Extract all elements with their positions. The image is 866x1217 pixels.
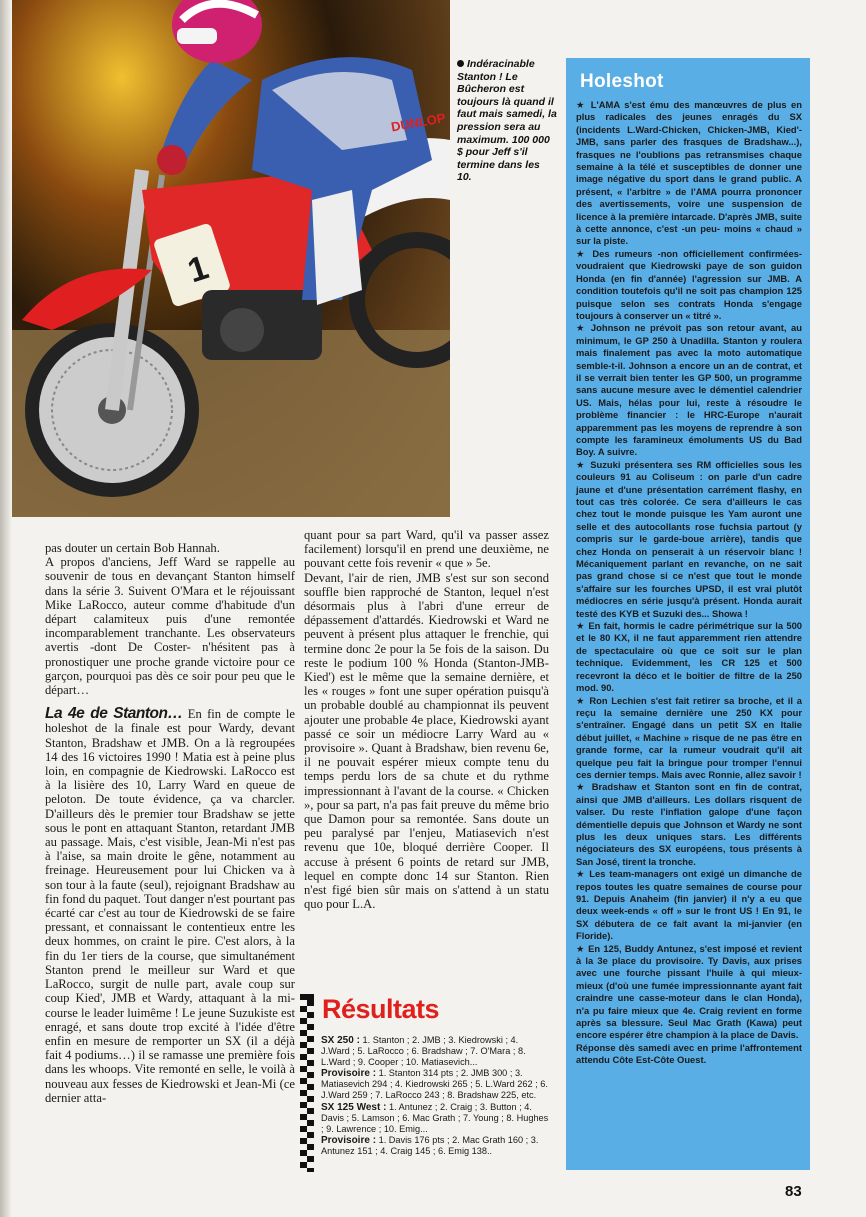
holeshot-item: ★ Des rumeurs -non officiellement confirmées- voudraient que Kiedrowski paye de son guidon Honda (en fin d'année) l'agression sur JMB. A condition toutefois qu'il ne soit pas champion 125 puisque selon ses contrats Honda s'engage toujours à conserver un « titré ». <box>576 247 802 321</box>
col1-paragraph-3-text: En fin de compte le holeshot de la finale est pour Wardy, devant Stanton, Bradshaw et JMB. On a là regroupées 14 des 16 victoires 1990 ! Matia est à peine plus loin, en compagnie de Kiedrowski. LaRocco est à la lisière des 10, Larry Ward en queue de peloton. De toute évidence, ça va charcler. D'ailleurs dès le premier tour Bradshaw se jette sous le pont en attaquant Stanton, retardant JMB au passage. Mais, c'est visible, Jean-Mi n'est pas à l'aise, sa main droite le gêne, notamment au freinage. Heureusement pour lui Chicken va à son tour à la faute (seul), rejoignant Bradshaw au fin fond du paquet. Tout danger n'est pourtant pas écarté car c'est au tour de Kiedrowski de se faire pressant, et connaissant le contentieux entre les deux hommes, on craint le pire. C'est alors, à la fin du 1er tiers de la course, que simultanément Stanton prend le meilleur sur Ward et que LaRocco, surgit de nulle part, avale coup sur coup Kied', JMB et Wardy, attaquant à la mi-course le leader luimême ! Le jeune Suzukiste est enragé, et sans doute trop excité à l'idée d'être enfin en mesure de remporter un SX (il a déjà fait 4 podiums…) il se ramasse une première fois dans les whoops. Vite remonté en selle, le voilà à nouveau aux fesses de Kiedrowski et Jean-Mi (ce dernier atta- <box>45 707 296 1105</box>
holeshot-item: ★ Johnson ne prévoit pas son retour avant, au minimum, le GP 250 à Unadilla. Stanton y roulera mais finalement pas avec la moto automatique semble-t-il. Johnson a encore un an de contrat, et il se verrait bien tenter les GP 500, un programme sans aucune mesure avec le démentiel calendrier US. Mais, hélas pour lui, reste à résoudre le problème financier : le HRC-Europe n'aurait apparemment pas les moyens de reprendre à son compte les faramineux émoluments US du Bad Boy. A suivre. <box>576 322 802 458</box>
col2-paragraph-2: Devant, l'air de rien, JMB s'est sur son second souffle bien rapproché de Stanton, lequel n'est désormais plus à l'abri d'une erreur de dépassement d'attardés. Kiedrowski et Ward ne peuvent à présent plus attaquer le frenchie, qui termine donc 2e pour la 5e fois de la saison. Du reste le podium 100 % Honda (Stanton-JMB-Kied') est le même que la semaine dernière, et les « rouges » font une super opération puisqu'à un probable doublé au championnat ils peuvent ajouter une probable 4e place, Kiedrowski ayant passé ce soir un médiocre Larry Ward au « provisoire ». Quant à Bradshaw, bien revenu 6e, il ne pouvait espérer mieux compte tenu du temps perdu lors de sa chute et du rythme impressionnant à l'avant de la course. « Chicken », pour sa part, n'a pas fait preuve du même brio que Damon pour sa remontée. Sans doute un peu paralysé par l'enjeu, Matiasevich n'est revenu que 10e, bloqué derrière Cooper. Il accuse à présent 6 points de retard sur JMB, lequel en compte donc 14 sur Stanton. Rien n'est figé bien sûr mais on s'attend à un statu quo pour L.A. <box>304 570 549 912</box>
holeshot-item: ★ Ron Lechien s'est fait retirer sa broche, et il a reçu la semaine dernière une 250 KX pour s'entraîner. Engagé dans un petit SX en Italie début juillet, « Machine » risque de ne pas être en grande forme, car la rumeur voudrait qu'il ait quelque peu fait la bringue pour tromper l'ennui ces dernier temps. Mais avec Ronnie, allez savoir ! <box>576 694 802 780</box>
holeshot-item: Réponse dès samedi avec en prime l'affrontement attendu Côte Est-Côte Ouest. <box>576 1041 802 1066</box>
holeshot-body <box>576 99 802 1067</box>
article-column-1 <box>45 541 295 1105</box>
col1-paragraph-2: A propos d'anciens, Jeff Ward se rappelle au souvenir de tous en devançant Stanton himself dans la série 3. Suivent O'Mara et le réjouissant Mike LaRocco, auteur comme d'habitude d'un départ calamiteux puis d'une remontée incomparablement tranchante. Les observateurs avertis -dont De Coster- n'hésitent pas à pronostiquer une proche grande victoire pour ce garçon, pourquoi pas dès ce soir pour peu que le départ… <box>45 555 295 698</box>
results-body <box>321 1035 549 1157</box>
photo-caption <box>457 58 557 184</box>
holeshot-item: ★ Suzuki présentera ses RM officielles sous les couleurs 91 au Coliseum : on parle d'un cadre jaune et d'une présentation carrément flashy, en tout cas très colorée. Ce sera d'ailleurs le cas chez tout le monde puisque les Yam auront une selle et des autocollants rose fuchsia partout (y compris sur le garde-boue arrière), tandis que chez Honda on penserait à un réservoir blanc ! Mécaniquement parlant en revanche, on ne sait pas grand chose si ce n'est que tout le monde s'affaire sur les fourches UPSD, il est vrai plutôt médiocres en série jusqu'à présent. Honda aurait testé des KYB et Suzuki des... Showa ! <box>576 458 802 619</box>
page-number: 83 <box>785 1183 802 1200</box>
sx125-label: SX 125 West : <box>321 1101 387 1113</box>
sx125-results: 1. Antunez ; 2. Craig ; 3. Button ; 4. Davis ; 5. Lamson ; 6. Mac Grath ; 7. Young ; 8. Hughes ; 9. Lawrence ; 10. Emig... <box>321 1101 549 1134</box>
subheading: La 4e de Stanton… <box>45 705 183 723</box>
photo-caption-text: Indéracinable Stanton ! Le Bûcheron est toujours là quand il faut mais samedi, la pression sera au maximum. 100 000 $ pour Jeff s'il termine dans les 10. <box>457 58 557 184</box>
col1-paragraph-3 <box>45 707 295 1105</box>
provisional-250-standings: 1. Stanton 314 pts ; 2. JMB 300 ; 3. Matiasevich 294 ; 4. Kiedrowski 265 ; 5. L.Ward 262 ; 6. J.Ward 259 ; 7. LaRocco 243 ; 8. Bradshaw 225, etc. <box>321 1068 548 1101</box>
holeshot-sidebar <box>566 58 810 1170</box>
sx250-label: SX 250 : <box>321 1035 360 1046</box>
results-box <box>300 994 550 1174</box>
holeshot-item: ★ Les team-managers ont exigé un dimanche de repos toutes les quatre semaines de course pour 91. Depuis Anaheim (fin janvier) il n'y a eu que deux week-ends « off » sur le front US ! En 91, le SX débutera de ce fait avant la mi-janvier (en Floride). <box>576 868 802 942</box>
provisional-125-standings: 1. Davis 176 pts ; 2. Mac Grath 160 ; 3. Antunez 151 ; 4. Craig 145 ; 6. Emig 138.. <box>321 1134 539 1156</box>
bullet-dot-icon <box>457 60 464 67</box>
article-column-2 <box>304 528 549 911</box>
number-plate-text: 1 <box>183 248 213 291</box>
provisional-125-label: Provisoire : <box>321 1134 377 1146</box>
sx250-results: 1. Stanton ; 2. JMB ; 3. Kiedrowski ; 4. J.Ward ; 5. LaRocco ; 6. Bradshaw ; 7. O'Mara ; 8. L.Ward ; 9. Cooper ; 10. Matiasevich... <box>321 1035 526 1068</box>
results-title: Résultats <box>322 994 440 1024</box>
motocross-photo <box>12 0 450 517</box>
checkered-stripe-offset <box>307 1000 314 1172</box>
holeshot-item: ★ L'AMA s'est ému des manœuvres de plus en plus radicales des jeunes enragés du SX (incidents L.Ward-Chicken, Chicken-JMB, Kied'-JMB, sans parler des frasques de Bradshaw...), frasques ne l'oublions pas retransmises chaque semaine à la télé et susceptibles de donner une image négative du sport dans le grand public. A présent, « l'arbitre » de l'AMA pourra prononcer des avertissements, voire une suspension de licence à la première intarcade. D'après JMB, suite à cette annonce, c'est -un peu- moins « chaud » sur la piste. <box>576 99 802 247</box>
holeshot-title: Holeshot <box>580 71 664 92</box>
page-curl-edge <box>0 0 12 1217</box>
holeshot-item: ★ En 125, Buddy Antunez, s'est imposé et revient à la 3e place du provisoire. Ty Davis, aux prises avec une fourche pissant l'huile à qui mieux-mieux (d'où une fumée impressionnante ayant fait craindre une casse-moteur dans le clan Honda), n'a pu faire mieux que 4e. Craig revient en forme après sa blessure. Seul Mac Grath (Kawa) peut encore espérer être champion à la place de Davis. <box>576 942 802 1041</box>
col2-paragraph-1: quant pour sa part Ward, qu'il va passer assez facilement) lorsqu'il en prend une deuxième, ne pouvant cette fois revenir « que » 5e. <box>304 528 549 571</box>
fender-brand-text: DUNLOP <box>389 110 447 135</box>
provisional-250-label: Provisoire : <box>321 1068 377 1080</box>
col1-paragraph-1: pas douter un certain Bob Hannah. <box>45 541 220 555</box>
holeshot-item: ★ Bradshaw et Stanton sont en fin de contrat, ainsi que JMB d'ailleurs. Les dollars risquent de valser. Du reste l'inflation galope d'une façon démentielle depuis que Johnson et Wardy ne sont plus les deux uniques stars. Les différents négociateurs des SX européens, tous présents à San José, tirent la tronche. <box>576 781 802 867</box>
rider-illustration <box>12 0 450 517</box>
holeshot-item: ★ En fait, hormis le cadre périmétrique sur la 500 et le 80 KX, il ne faut apparemment rien attendre de spectaculaire où que ce soit sur le plan technique. Evidemment, les CR 125 et 500 recevront la déco et le boîtier de filtre de la 250 mod. 90. <box>576 620 802 694</box>
